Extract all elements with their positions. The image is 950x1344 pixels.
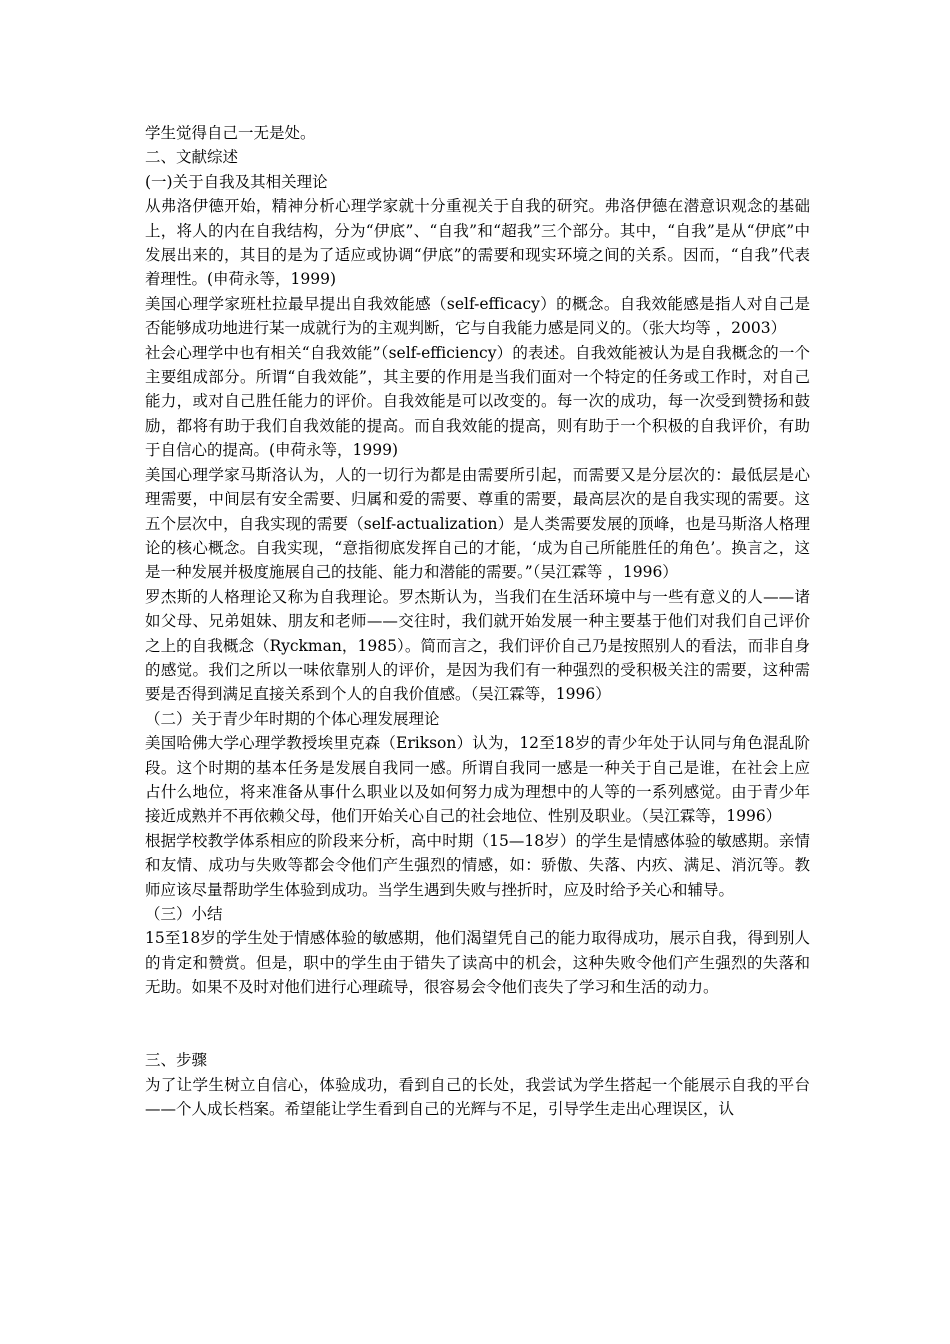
section-heading-steps: 三、步骤	[145, 1051, 208, 1070]
paragraph-erikson: 美国哈佛大学心理学教授埃里克森（Erikson）认为，12至18岁的青少年处于认同与角色混乱阶段。这个时期的基本任务是发展自我同一感。所谓自我同一感是一种关于自己是谁，在社会上应占什么地位，将来准备从事什么职业以及如何努力成为理想中的人等的一系列感觉。由于青少年接近成熟并不再依赖父母，他们开始关心自己的社会地位、性别及职业。（吴江霖等，1996）	[145, 734, 810, 826]
paragraph-maslow: 美国心理学家马斯洛认为，人的一切行为都是由需要所引起，而需要又是分层次的：最低层是心理需要，中间层有安全需要、归属和爱的需要、尊重的需要，最高层次的是自我实现的需要。这五个层次中，自我实现的需要（self-actualization）是人类需要发展的顶峰，也是马斯洛人格理论的核心概念。自我实现，“意指彻底发挥自己的才能，‘成为自己所能胜任的角色’。换言之，这是一种发展并极度施展自己的技能、能力和潜能的需要。”（吴江霖等 ，1996）	[145, 465, 810, 582]
subsection-heading-adolescence: （二）关于青少年时期的个体心理发展理论	[145, 709, 440, 728]
paragraph-rogers: 罗杰斯的人格理论又称为自我理论。罗杰斯认为，当我们在生活环境中与一些有意义的人——诸如父母、兄弟姐妹、朋友和老师——交往时，我们就开始发展一种主要基于他们对我们自己评价之上的自我概念（Ryckman，1985）。简而言之，我们评价自己乃是按照别人的看法，而非自身的感觉。我们之所以一味依靠别人的评价，是因为我们有一种强烈的受积极关注的需要，这种需要是否得到满足直接关系到个人的自我价值感。（吴江霖等，1996）	[145, 587, 810, 704]
subsection-heading-summary: （三）小结	[145, 905, 223, 923]
document-body	[145, 121, 810, 1122]
paragraph-intro-tail: 学生觉得自己一无是处。	[145, 124, 316, 142]
paragraph-steps: 为了让学生树立自信心，体验成功，看到自己的长处，我尝试为学生搭起一个能展示自我的平台——个人成长档案。希望能让学生看到自己的光辉与不足，引导学生走出心理误区，认	[145, 1075, 810, 1119]
paragraph-summary: 15至18岁的学生处于情感体验的敏感期，他们渴望凭自己的能力取得成功，展示自我，得到别人的肯定和赞赏。但是，职中的学生由于错失了读高中的机会，这种失败令他们产生强烈的失落和无助。如果不及时对他们进行心理疏导，很容易会令他们丧失了学习和生活的动力。	[145, 929, 810, 997]
paragraph-bandura: 美国心理学家班杜拉最早提出自我效能感（self-efficacy）的概念。自我效能感是指人对自己是否能够成功地进行某一成就行为的主观判断，它与自我能力感是同义的。（张大均等 ，2003）	[145, 294, 810, 338]
paragraph-self-efficiency: 社会心理学中也有相关“自我效能”（self-efficiency）的表述。自我效能被认为是自我概念的一个主要组成部分。所谓“自我效能”，其主要的作用是当我们面对一个特定的任务或工作时，对自己能力，或对自己胜任能力的评价。自我效能是可以改变的。每一次的成功，每一次受到赞扬和鼓励，都将有助于我们自我效能的提高。而自我效能的提高，则有助于一个积极的自我评价，有助于自信心的提高。(申荷永等，1999)	[145, 343, 810, 460]
subsection-heading-self-theory: (一)关于自我及其相关理论	[145, 172, 328, 191]
blank-space	[145, 1000, 810, 1049]
section-heading-literature-review: 二、文献综述	[145, 148, 239, 167]
paragraph-high-school-stage: 根据学校教学体系相应的阶段来分析，高中时期（15—18岁）的学生是情感体验的敏感期。亲情和友情、成功与失败等都会令他们产生强烈的情感，如：骄傲、失落、内疚、满足、消沉等。教师应该尽量帮助学生体验到成功。当学生遇到失败与挫折时，应及时给予关心和辅导。	[145, 831, 810, 899]
paragraph-freud: 从弗洛伊德开始，精神分析心理学家就十分重视关于自我的研究。弗洛伊德在潜意识观念的基础上，将人的内在自我结构，分为“伊底”、“自我”和“超我”三个部分。其中，“自我”是从“伊底”中发展出来的，其目的是为了适应或协调“伊底”的需要和现实环境之间的关系。因而，“自我”代表着理性。(申荷永等，1999)	[145, 197, 810, 289]
